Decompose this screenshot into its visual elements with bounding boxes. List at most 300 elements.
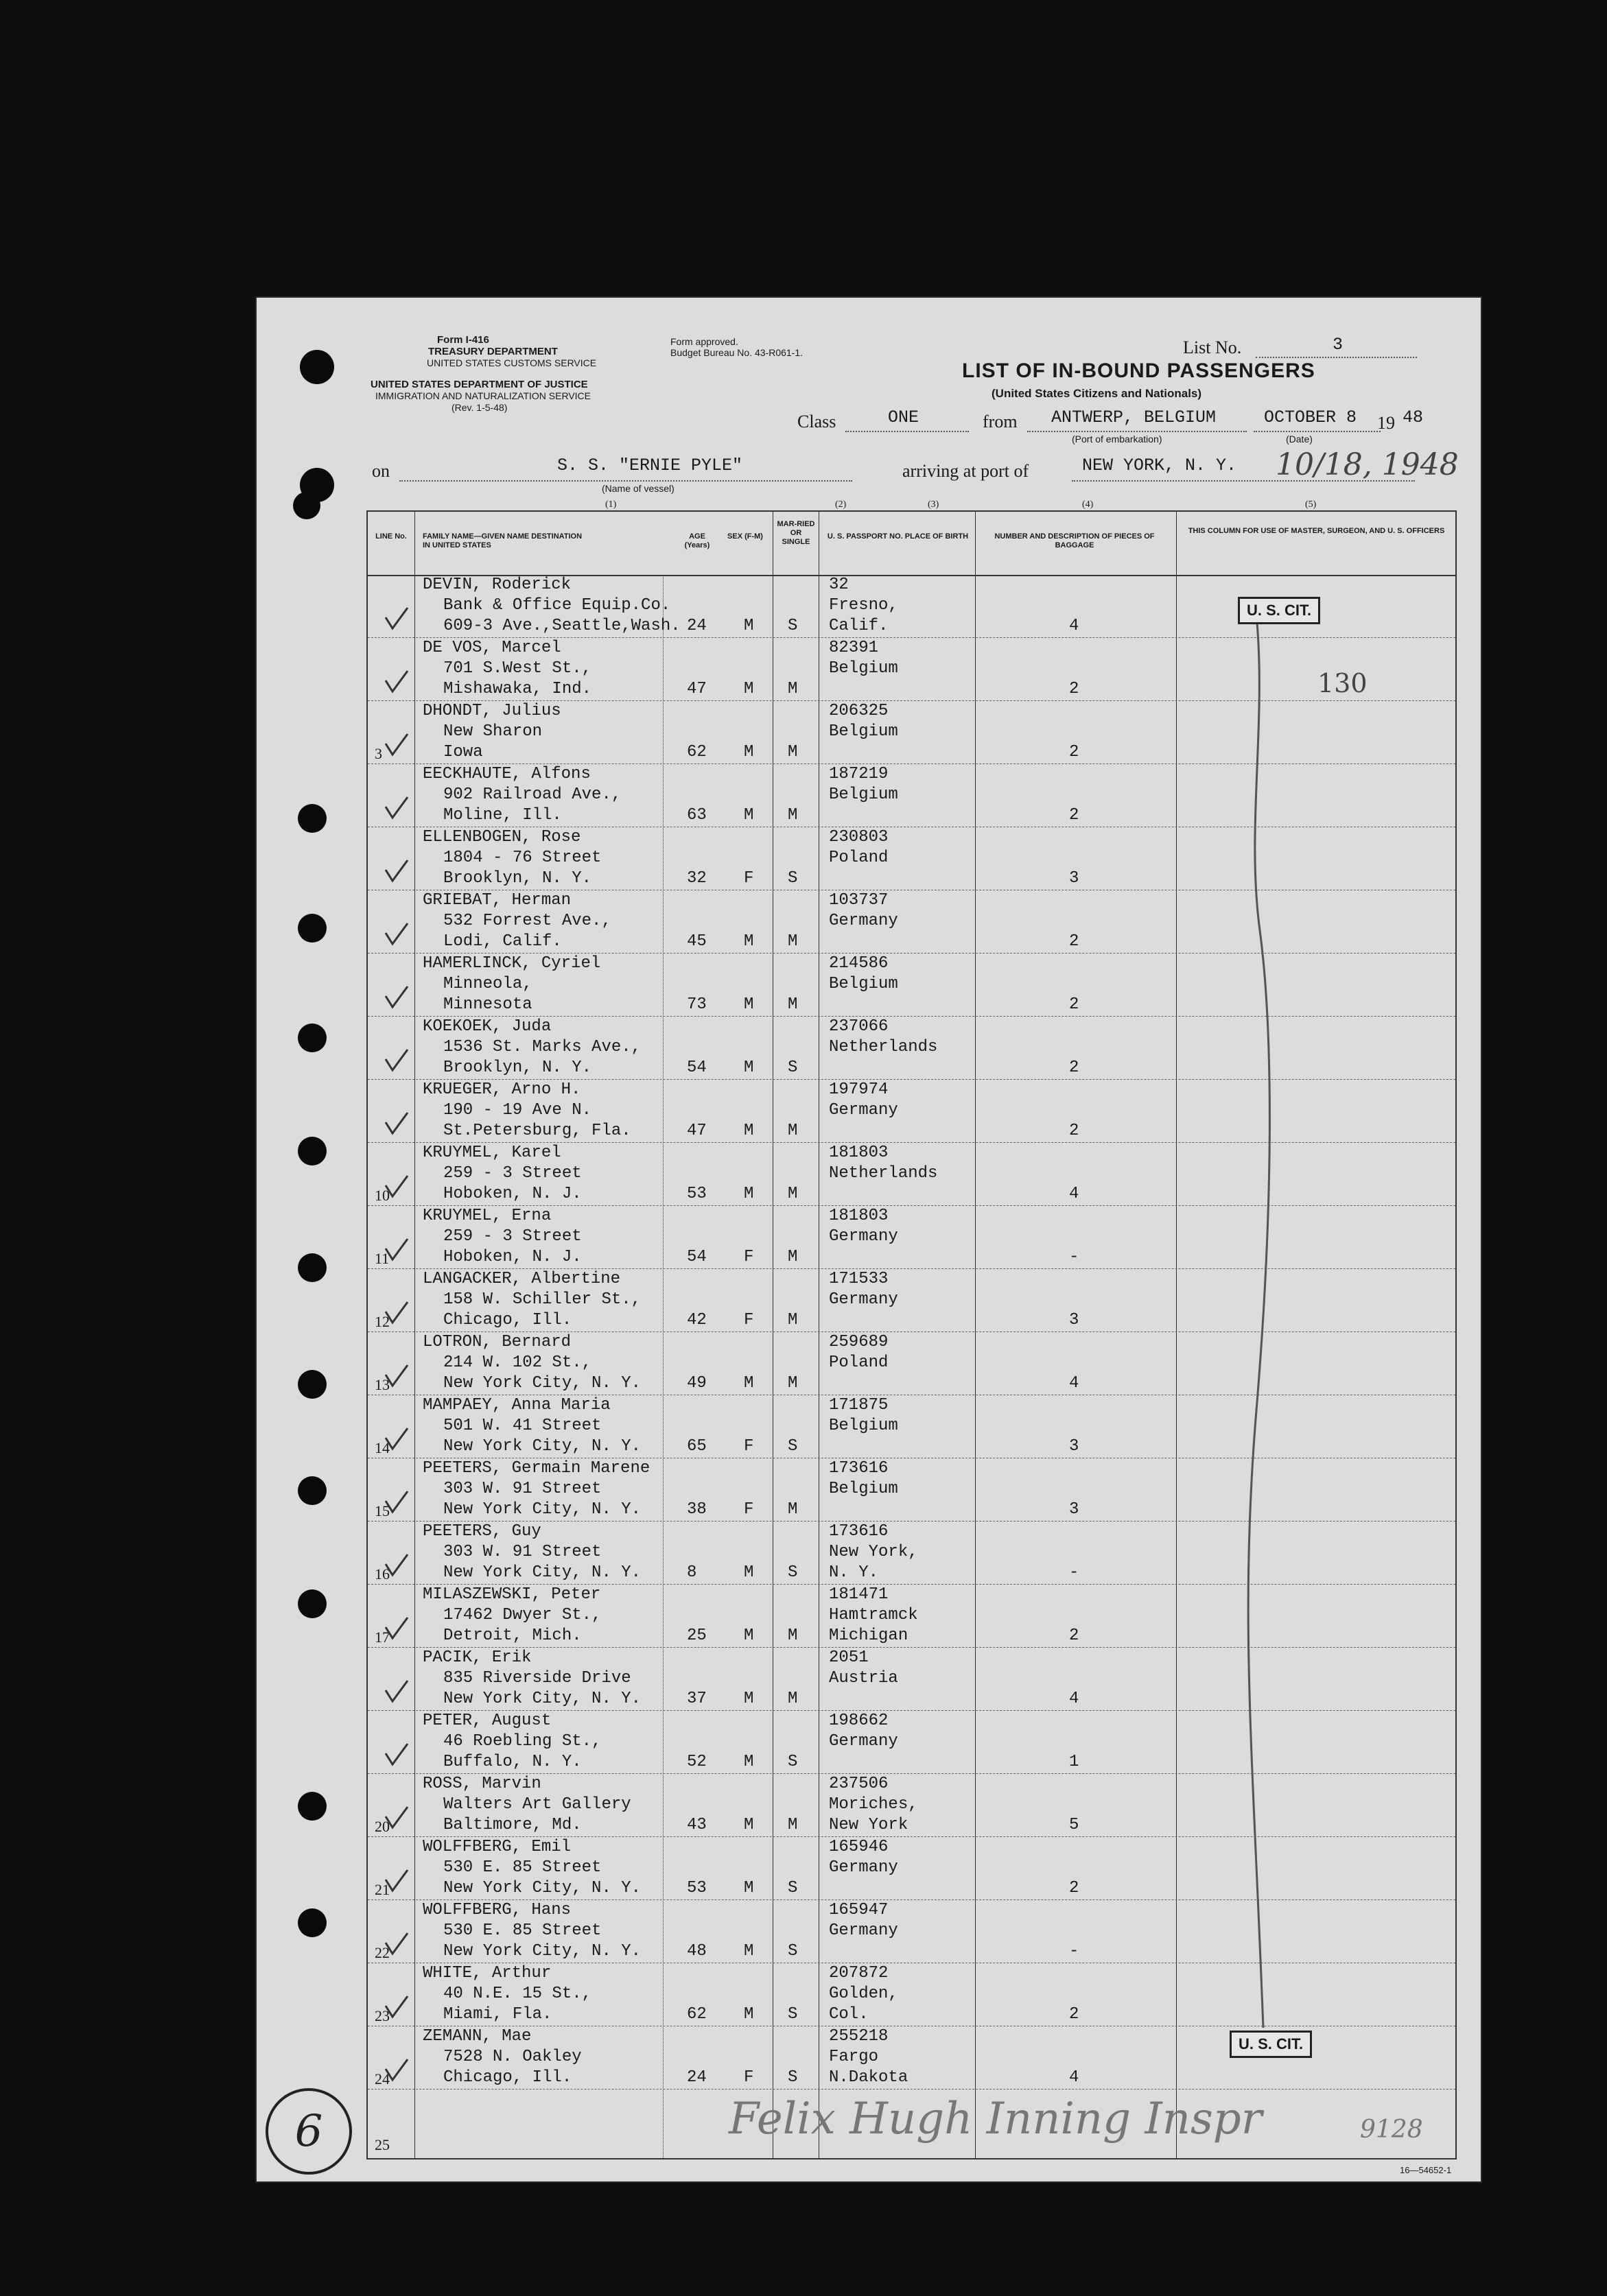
- passenger-address: 158 W. Schiller St.,: [443, 1290, 642, 1309]
- passenger-age: 54: [687, 1058, 707, 1077]
- passport-number: 214586: [829, 954, 889, 973]
- passport-number: 207872: [829, 1964, 889, 1983]
- passenger-address: New York City, N. Y.: [443, 1374, 642, 1393]
- check-mark-icon: [383, 731, 410, 759]
- passenger-address: Hoboken, N. J.: [443, 1248, 582, 1266]
- passenger-age: 24: [687, 2068, 707, 2087]
- passenger-marital: M: [788, 1500, 798, 1519]
- punch-hole: [298, 1908, 327, 1937]
- birth-place: Fargo: [829, 2048, 879, 2066]
- passenger-address: Moline, Ill.: [443, 806, 562, 825]
- passport-number: 181803: [829, 1207, 889, 1225]
- year-prefix: 19: [1377, 413, 1395, 433]
- passenger-age: 63: [687, 806, 707, 825]
- punch-hole: [298, 1023, 327, 1052]
- arrival-date-handwritten: 10/18, 1948: [1276, 447, 1459, 482]
- birth-place: Poland: [829, 1353, 889, 1372]
- embarkation-port: ANTWERP, BELGIUM: [1051, 407, 1217, 427]
- passenger-address: Brooklyn, N. Y.: [443, 869, 592, 888]
- us-citizen-stamp: U. S. CIT.: [1230, 2031, 1312, 2058]
- passenger-address: Iowa: [443, 743, 483, 761]
- passenger-address: 259 - 3 Street: [443, 1227, 582, 1246]
- check-mark-icon: [383, 1236, 410, 1264]
- passenger-age: 54: [687, 1248, 707, 1266]
- baggage-count: 2: [1069, 1058, 1079, 1077]
- passenger-sex: M: [744, 1058, 754, 1077]
- check-mark-icon: [383, 1741, 410, 1768]
- punch-hole: [298, 1137, 327, 1165]
- line-number: 13: [375, 1376, 390, 1393]
- passenger-address: Minneola,: [443, 975, 532, 993]
- passenger-marital: M: [788, 1626, 798, 1645]
- passenger-address: 17462 Dwyer St.,: [443, 1606, 602, 1624]
- arriving-label: arriving at port of: [902, 461, 1029, 481]
- passport-number: 206325: [829, 702, 889, 720]
- passenger-sex: M: [744, 932, 754, 951]
- passenger-age: 73: [687, 995, 707, 1014]
- baggage-count: 4: [1069, 1690, 1079, 1708]
- passenger-sex: M: [744, 743, 754, 761]
- passenger-name: ZEMANN, Mae: [423, 2027, 532, 2046]
- passenger-address: 701 S.West St.,: [443, 659, 592, 678]
- passenger-sex: F: [744, 1311, 754, 1329]
- passenger-marital: S: [788, 1753, 798, 1771]
- passenger-marital: M: [788, 1311, 798, 1329]
- passenger-name: MAMPAEY, Anna Maria: [423, 1396, 611, 1415]
- birth-place: Golden,: [829, 1985, 898, 2003]
- punch-hole: [298, 914, 327, 943]
- birth-place: Fresno,: [829, 596, 898, 615]
- baggage-count: 2: [1069, 806, 1079, 825]
- passenger-marital: M: [788, 680, 798, 698]
- line-number: 20: [375, 1818, 390, 1835]
- check-mark-icon: [383, 1678, 410, 1705]
- embarkation-date: OCTOBER 8: [1264, 407, 1357, 427]
- ins-service: IMMIGRATION AND NATURALIZATION SERVICE: [375, 390, 591, 401]
- col-passport: U. S. PASSPORT NO. PLACE OF BIRTH: [827, 532, 969, 541]
- passenger-address: New York City, N. Y.: [443, 1563, 642, 1582]
- passenger-marital: S: [788, 1563, 798, 1582]
- passenger-sex: M: [744, 995, 754, 1014]
- passenger-marital: S: [788, 617, 798, 635]
- passenger-age: 48: [687, 1942, 707, 1961]
- passenger-address: Chicago, Ill.: [443, 2068, 572, 2087]
- line-number: 11: [375, 1250, 390, 1267]
- embarkation-caption: (Port of embarkation): [1072, 434, 1162, 445]
- passenger-address: 902 Railroad Ave.,: [443, 785, 622, 804]
- line-number: 23: [375, 2007, 390, 2024]
- punch-hole: [298, 1589, 327, 1618]
- passenger-name: KRUEGER, Arno H.: [423, 1080, 581, 1099]
- punch-hole: [298, 1792, 327, 1821]
- birth-place: New York,: [829, 1543, 918, 1561]
- check-mark-icon: [383, 1362, 410, 1390]
- passenger-address: 214 W. 102 St.,: [443, 1353, 592, 1372]
- budget-bureau: Budget Bureau No. 43-R061-1.: [670, 347, 804, 358]
- birth-place: Germany: [829, 1858, 898, 1877]
- col-num: (5): [1305, 499, 1317, 510]
- baggage-count: 5: [1069, 1816, 1079, 1834]
- passport-number: 187219: [829, 765, 889, 783]
- col-baggage: NUMBER AND DESCRIPTION OF PIECES OF BAGGAGE: [994, 532, 1155, 549]
- passport-number: 32: [829, 576, 849, 594]
- passenger-address: Buffalo, N. Y.: [443, 1753, 582, 1771]
- passenger-age: 47: [687, 680, 707, 698]
- baggage-count: 2: [1069, 995, 1079, 1014]
- passenger-name: PACIK, Erik: [423, 1648, 532, 1667]
- document-title: LIST OF IN-BOUND PASSENGERS: [962, 359, 1315, 382]
- passenger-address: St.Petersburg, Fla.: [443, 1122, 631, 1140]
- passenger-name: PEETERS, Germain Marene: [423, 1459, 650, 1478]
- punch-hole: [300, 350, 334, 384]
- passport-number: 181471: [829, 1585, 889, 1604]
- passenger-marital: M: [788, 932, 798, 951]
- passenger-address: Minnesota: [443, 995, 532, 1014]
- check-mark-icon: [383, 1867, 410, 1895]
- passenger-name: KOEKOEK, Juda: [423, 1017, 552, 1036]
- manifest-page: [255, 296, 1482, 2183]
- list-no-value: 3: [1333, 335, 1344, 355]
- last-line-number: 25: [375, 2136, 390, 2153]
- col-num: (3): [928, 499, 939, 510]
- birth-place: Belgium: [829, 785, 898, 804]
- passenger-marital: S: [788, 1437, 798, 1456]
- line-number: 12: [375, 1313, 390, 1330]
- passenger-age: 43: [687, 1816, 707, 1834]
- passenger-marital: S: [788, 869, 798, 888]
- birth-place: Germany: [829, 1921, 898, 1940]
- col-age: AGE (Years): [684, 532, 710, 549]
- passenger-address: 530 E. 85 Street: [443, 1858, 602, 1877]
- passenger-name: KRUYMEL, Erna: [423, 1207, 552, 1225]
- col-officers: THIS COLUMN FOR USE OF MASTER, SURGEON, AND U. S. OFFICERS: [1188, 527, 1445, 535]
- passenger-name: LOTRON, Bernard: [423, 1333, 572, 1351]
- passenger-address: 7528 N. Oakley: [443, 2048, 582, 2066]
- check-mark-icon: [383, 2057, 410, 2084]
- passenger-address: Lodi, Calif.: [443, 932, 562, 951]
- passenger-age: 53: [687, 1185, 707, 1203]
- inspector-signature: Felix Hugh Inning Inspr: [729, 2094, 1263, 2144]
- passenger-address: New York City, N. Y.: [443, 1879, 642, 1897]
- passenger-age: 49: [687, 1374, 707, 1393]
- passenger-address: New York City, N. Y.: [443, 1690, 642, 1708]
- passenger-address: 501 W. 41 Street: [443, 1417, 602, 1435]
- passenger-age: 24: [687, 617, 707, 635]
- baggage-count: 3: [1069, 1311, 1079, 1329]
- birth-place: Netherlands: [829, 1164, 938, 1183]
- passenger-age: 47: [687, 1122, 707, 1140]
- passenger-age: 25: [687, 1626, 707, 1645]
- passenger-name: EECKHAUTE, Alfons: [423, 765, 591, 783]
- from-label: from: [983, 412, 1018, 431]
- check-mark-icon: [383, 605, 410, 632]
- us-citizen-stamp: U. S. CIT.: [1238, 597, 1320, 624]
- line-number: 3: [375, 745, 382, 762]
- passenger-address: Hoboken, N. J.: [443, 1185, 582, 1203]
- passenger-sex: M: [744, 1122, 754, 1140]
- passport-number: 237066: [829, 1017, 889, 1036]
- passenger-address: Brooklyn, N. Y.: [443, 1058, 592, 1077]
- passenger-name: MILASZEWSKI, Peter: [423, 1585, 601, 1604]
- passport-number: 82391: [829, 639, 879, 657]
- baggage-count: 2: [1069, 2005, 1079, 2024]
- check-mark-icon: [383, 921, 410, 948]
- class-value: ONE: [888, 407, 919, 427]
- passenger-name: HAMERLINCK, Cyriel: [423, 954, 601, 973]
- passenger-address: Chicago, Ill.: [443, 1311, 572, 1329]
- passenger-age: 8: [687, 1563, 697, 1582]
- passenger-table: [366, 510, 1457, 2159]
- passenger-age: 45: [687, 932, 707, 951]
- passenger-address: Detroit, Mich.: [443, 1626, 582, 1645]
- check-mark-icon: [383, 1804, 410, 1832]
- check-mark-icon: [383, 794, 410, 822]
- passenger-age: 42: [687, 1311, 707, 1329]
- passenger-address: New York City, N. Y.: [443, 1500, 642, 1519]
- passenger-marital: M: [788, 1248, 798, 1266]
- check-mark-icon: [383, 1299, 410, 1327]
- birth-place: Austria: [829, 1669, 898, 1688]
- passenger-marital: S: [788, 1058, 798, 1077]
- punch-hole: [298, 804, 327, 833]
- punch-hole: [298, 1370, 327, 1399]
- passenger-address: 609-3 Ave.,Seattle,Wash.: [443, 617, 681, 635]
- birth-place: Calif.: [829, 617, 889, 635]
- passenger-address: 835 Riverside Drive: [443, 1669, 631, 1688]
- check-mark-icon: [383, 668, 410, 696]
- birth-place: Germany: [829, 912, 898, 930]
- passenger-address: Miami, Fla.: [443, 2005, 552, 2024]
- passport-number: 259689: [829, 1333, 889, 1351]
- birth-place: N.Dakota: [829, 2068, 908, 2087]
- treasury-dept: TREASURY DEPARTMENT: [428, 346, 558, 357]
- passenger-sex: M: [744, 1185, 754, 1203]
- check-mark-icon: [383, 1489, 410, 1516]
- year-suffix: 48: [1403, 407, 1424, 427]
- passenger-address: Walters Art Gallery: [443, 1795, 631, 1814]
- document-subtitle: (United States Citizens and Nationals): [992, 387, 1202, 400]
- passport-number: 197974: [829, 1080, 889, 1099]
- officer-vertical-mark: [1225, 587, 1294, 2110]
- baggage-count: 3: [1069, 869, 1079, 888]
- passenger-address: Mishawaka, Ind.: [443, 680, 592, 698]
- passenger-age: 62: [687, 2005, 707, 2024]
- col-sex: SEX (F-M): [727, 532, 763, 541]
- passenger-sex: M: [744, 1626, 754, 1645]
- passenger-address: 1804 - 76 Street: [443, 849, 602, 867]
- passenger-name: DHONDT, Julius: [423, 702, 561, 720]
- passenger-sex: M: [744, 1816, 754, 1834]
- passenger-age: 37: [687, 1690, 707, 1708]
- passenger-address: 530 E. 85 Street: [443, 1921, 602, 1940]
- passenger-address: 1536 St. Marks Ave.,: [443, 1038, 642, 1056]
- punch-hole: [298, 1253, 327, 1282]
- passenger-sex: F: [744, 1437, 754, 1456]
- passenger-age: 53: [687, 1879, 707, 1897]
- passenger-marital: M: [788, 743, 798, 761]
- passenger-age: 32: [687, 869, 707, 888]
- passenger-sex: M: [744, 680, 754, 698]
- passport-number: 2051: [829, 1648, 869, 1667]
- passenger-sex: M: [744, 806, 754, 825]
- date-caption: (Date): [1286, 434, 1313, 445]
- birth-place: Belgium: [829, 1417, 898, 1435]
- vessel-caption: (Name of vessel): [602, 483, 675, 494]
- line-number: 24: [375, 2070, 390, 2087]
- passport-number: 255218: [829, 2027, 889, 2046]
- passenger-name: LANGACKER, Albertine: [423, 1270, 621, 1288]
- passenger-address: Baltimore, Md.: [443, 1816, 582, 1834]
- passenger-name: PEETERS, Guy: [423, 1522, 541, 1541]
- baggage-count: 1: [1069, 1753, 1079, 1771]
- passenger-sex: M: [744, 617, 754, 635]
- passenger-name: WOLFFBERG, Emil: [423, 1838, 572, 1856]
- passenger-age: 65: [687, 1437, 707, 1456]
- passport-number: 237506: [829, 1775, 889, 1793]
- birth-place: Poland: [829, 849, 889, 867]
- passenger-marital: M: [788, 995, 798, 1014]
- baggage-count: -: [1069, 1563, 1079, 1582]
- list-no-label: List No.: [1183, 338, 1242, 357]
- passenger-name: ELLENBOGEN, Rose: [423, 828, 581, 847]
- handwritten-count: 130: [1317, 668, 1368, 698]
- line-number: 14: [375, 1439, 390, 1456]
- passenger-name: ROSS, Marvin: [423, 1775, 541, 1793]
- passenger-sex: M: [744, 1374, 754, 1393]
- col-num: (1): [605, 499, 617, 510]
- passenger-name: DEVIN, Roderick: [423, 576, 572, 594]
- line-number: 17: [375, 1629, 390, 1646]
- col-married: MAR-RIED OR SINGLE: [777, 520, 815, 546]
- signature-code: 9128: [1360, 2116, 1423, 2144]
- birth-place: Germany: [829, 1227, 898, 1246]
- form-revision: (Rev. 1-5-48): [451, 402, 508, 413]
- passport-number: 181803: [829, 1144, 889, 1162]
- passenger-sex: M: [744, 1942, 754, 1961]
- passenger-sex: M: [744, 1753, 754, 1771]
- passport-number: 173616: [829, 1522, 889, 1541]
- birth-place: Moriches,: [829, 1795, 918, 1814]
- passenger-sex: M: [744, 1879, 754, 1897]
- birth-place: Belgium: [829, 722, 898, 741]
- col-line: LINE No.: [375, 532, 407, 541]
- form-approved: Form approved.: [670, 336, 738, 347]
- baggage-count: -: [1069, 1942, 1079, 1961]
- on-label: on: [372, 461, 390, 481]
- passenger-address: Bank & Office Equip.Co.: [443, 596, 671, 615]
- punch-hole: [293, 492, 320, 519]
- passport-number: 171875: [829, 1396, 889, 1415]
- passenger-address: 46 Roebling St.,: [443, 1732, 602, 1751]
- passport-number: 198662: [829, 1712, 889, 1730]
- birth-place: N. Y.: [829, 1563, 879, 1582]
- col-num: (2): [835, 499, 847, 510]
- passenger-marital: S: [788, 1942, 798, 1961]
- passenger-name: PETER, August: [423, 1712, 552, 1730]
- passport-number: 171533: [829, 1270, 889, 1288]
- passenger-name: DE VOS, Marcel: [423, 639, 561, 657]
- check-mark-icon: [383, 857, 410, 885]
- passenger-sex: F: [744, 1248, 754, 1266]
- baggage-count: 4: [1069, 617, 1079, 635]
- circled-number: 6: [266, 2088, 352, 2175]
- passenger-marital: M: [788, 1816, 798, 1834]
- arrival-port: NEW YORK, N. Y.: [1082, 455, 1237, 475]
- passenger-marital: M: [788, 1185, 798, 1203]
- birth-place: Germany: [829, 1732, 898, 1751]
- passenger-address: 190 - 19 Ave N.: [443, 1101, 592, 1120]
- check-mark-icon: [383, 984, 410, 1011]
- passenger-marital: M: [788, 1374, 798, 1393]
- passenger-age: 38: [687, 1500, 707, 1519]
- birth-place: Germany: [829, 1290, 898, 1309]
- passenger-sex: M: [744, 1563, 754, 1582]
- baggage-count: 2: [1069, 743, 1079, 761]
- birth-place: Michigan: [829, 1626, 908, 1645]
- check-mark-icon: [383, 1425, 410, 1453]
- baggage-count: 3: [1069, 1500, 1079, 1519]
- passenger-name: WHITE, Arthur: [423, 1964, 552, 1983]
- passenger-sex: M: [744, 1690, 754, 1708]
- line-number: 10: [375, 1187, 390, 1204]
- passenger-address: New York City, N. Y.: [443, 1437, 642, 1456]
- passenger-address: 40 N.E. 15 St.,: [443, 1985, 592, 2003]
- passenger-marital: S: [788, 2005, 798, 2024]
- birth-place: Belgium: [829, 975, 898, 993]
- customs-service: UNITED STATES CUSTOMS SERVICE: [427, 357, 597, 368]
- punch-hole: [298, 1476, 327, 1505]
- passenger-age: 62: [687, 743, 707, 761]
- baggage-count: 4: [1069, 2068, 1079, 2087]
- justice-dept: UNITED STATES DEPARTMENT OF JUSTICE: [371, 379, 588, 390]
- birth-place: Belgium: [829, 659, 898, 678]
- passenger-marital: M: [788, 1122, 798, 1140]
- passenger-marital: M: [788, 806, 798, 825]
- line-number: 15: [375, 1502, 390, 1519]
- passenger-marital: M: [788, 1690, 798, 1708]
- passenger-sex: F: [744, 869, 754, 888]
- check-mark-icon: [383, 1110, 410, 1137]
- col-num: (4): [1082, 499, 1094, 510]
- check-mark-icon: [383, 1615, 410, 1642]
- birth-place: Col.: [829, 2005, 869, 2024]
- vessel-name: S. S. "ERNIE PYLE": [557, 455, 743, 475]
- baggage-count: 3: [1069, 1437, 1079, 1456]
- passport-number: 173616: [829, 1459, 889, 1478]
- baggage-count: 2: [1069, 1879, 1079, 1897]
- form-code: 16—54652-1: [1400, 2165, 1452, 2175]
- form-number: Form I-416: [437, 334, 489, 346]
- baggage-count: 4: [1069, 1374, 1079, 1393]
- check-mark-icon: [383, 1552, 410, 1579]
- birth-place: New York: [829, 1816, 908, 1834]
- check-mark-icon: [383, 1047, 410, 1074]
- baggage-count: 4: [1069, 1185, 1079, 1203]
- passenger-address: New York City, N. Y.: [443, 1942, 642, 1961]
- passenger-name: WOLFFBERG, Hans: [423, 1901, 572, 1919]
- passenger-sex: M: [744, 2005, 754, 2024]
- passport-number: 165947: [829, 1901, 889, 1919]
- passenger-address: 259 - 3 Street: [443, 1164, 582, 1183]
- passenger-name: GRIEBAT, Herman: [423, 891, 572, 910]
- passenger-address: 532 Forrest Ave.,: [443, 912, 611, 930]
- check-mark-icon: [383, 1173, 410, 1200]
- baggage-count: 2: [1069, 1626, 1079, 1645]
- baggage-count: 2: [1069, 1122, 1079, 1140]
- passenger-marital: S: [788, 1879, 798, 1897]
- passenger-address: 303 W. 91 Street: [443, 1543, 602, 1561]
- birth-place: Belgium: [829, 1480, 898, 1498]
